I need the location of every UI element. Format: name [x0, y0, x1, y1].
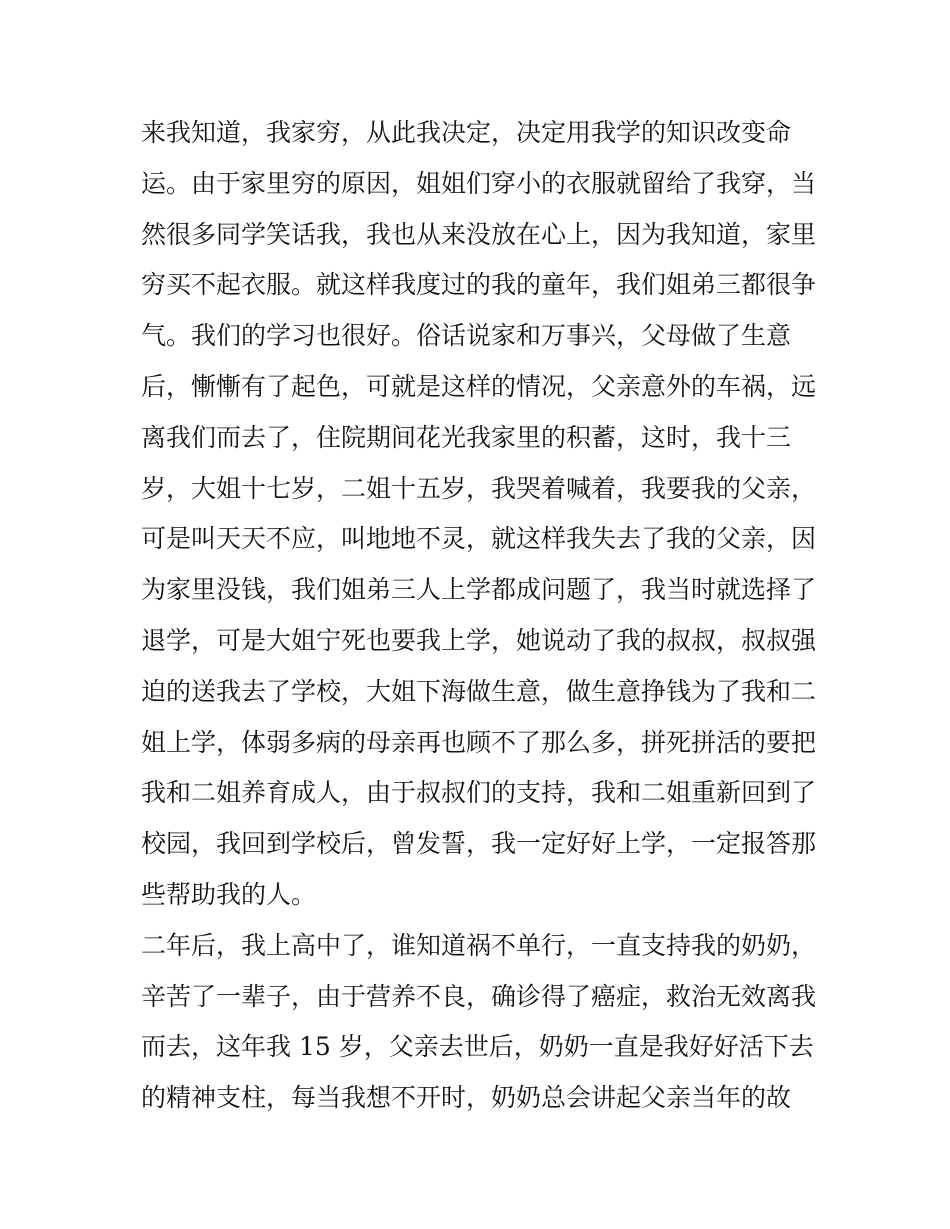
text-line: 而去，这年我 15 岁，父亲去世后，奶奶一直是我好好活下去 — [141, 1032, 814, 1062]
text-line: 可是叫天天不应，叫地地不灵，就这样我失去了我的父亲，因 — [141, 524, 817, 554]
text-line: 校园，我回到学校后，曾发誓，我一定好好上学，一定报答那 — [141, 829, 817, 859]
text-line: 来我知道，我家穷，从此我决定，决定用我学的知识改变命 — [141, 118, 792, 147]
text-line: 然很多同学笑话我，我也从来没放在心上，因为我知道，家里 — [141, 219, 817, 249]
text-line: 些帮助我的人。 — [141, 879, 317, 909]
text-line: 的精神支柱，每当我想不开时，奶奶总会讲起父亲当年的故 — [141, 1083, 792, 1113]
text-line: 穷买不起衣服。就这样我度过的我的童年，我们姐弟三都很争 — [141, 270, 817, 300]
text-line: 后，慚慚有了起色，可就是这样的情况，父亲意外的车祸，远 — [141, 371, 817, 401]
text-line: 辛苦了一辈子，由于营养不良，确诊得了癌症，救治无效离我 — [141, 981, 817, 1011]
text-line: 岁，大姐十七岁，二姐十五岁，我哭着喊着，我要我的父亲， — [141, 473, 817, 503]
text-line: 为家里没钱，我们姐弟三人上学都成问题了，我当时就选择了 — [141, 575, 817, 605]
text-line: 二年后，我上高中了，谁知道祸不单行，一直支持我的奶奶， — [141, 930, 817, 960]
text-line: 姐上学，体弱多病的母亲再也顾不了那么多，拼死拼活的要把 — [141, 727, 817, 757]
text-line: 离我们而去了，住院期间花光我家里的积蓄，这时，我十三 — [141, 422, 792, 452]
text-line: 退学，可是大姐宁死也要我上学，她说动了我的叔叔，叔叔强 — [141, 625, 817, 655]
body-text — [141, 108, 821, 1124]
text-line: 运。由于家里穷的原因，姐姐们穿小的衣服就留给了我穿，当 — [141, 168, 817, 198]
text-line: 气。我们的学习也很好。俗话说家和万事兴，父母做了生意 — [141, 321, 792, 351]
text-line: 我和二姐养育成人，由于叔叔们的支持，我和二姐重新回到了 — [141, 778, 817, 808]
text-line: 迫的送我去了学校，大姐下海做生意，做生意挣钱为了我和二 — [141, 676, 817, 706]
